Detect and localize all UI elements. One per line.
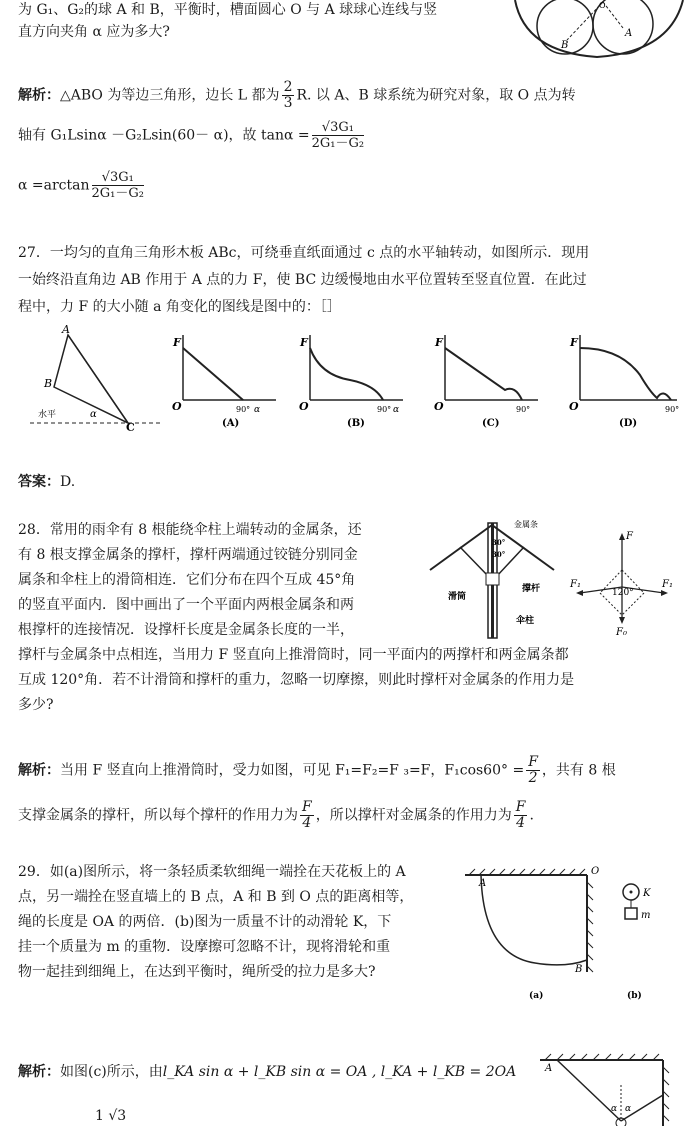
fig29c-label-A: A <box>545 1063 553 1074</box>
q29-figure-c <box>535 1045 685 1126</box>
fig28-angle2: 30° <box>492 550 506 559</box>
option-B-label: (B) <box>347 418 365 429</box>
q29-figure-b <box>615 880 675 1005</box>
fig27-label-C: C <box>126 421 135 434</box>
sol26-text2a: 轴有 G₁Lsinα －G₂Lsin(60－ α)，故 tanα = <box>18 127 310 144</box>
fig28-tube: 滑筒 <box>448 592 467 602</box>
q27-line2: 一始终沿直角边 AB 作用于 A 点的力 F，使 BC 边缓慢地由水平位置转至竖直位置．在此过 <box>18 272 587 288</box>
sol26-label: 解析： <box>18 87 60 104</box>
sol26-text1b: R. 以 A、B 球系统为研究对象，取 O 点为转 <box>296 87 576 104</box>
q28-line6: 撑杆与金属条中点相连，当用力 F 竖直向上推滑筒时，同一平面内的两撑杆和两金属条都 <box>18 647 569 663</box>
q28-line4: 的竖直平面内．图中画出了一个平面内两根金属条和两 <box>18 597 354 613</box>
fig26-label-B: B <box>561 40 569 51</box>
graphA-O: O <box>172 400 182 413</box>
q27-line1: 27．一均匀的直角三角形木板 ABc，可绕垂直纸面通过 c 点的水平轴转动，如图所示．现用 <box>18 245 590 261</box>
q28-force-diagram <box>570 525 675 638</box>
sol26-line2 <box>18 120 366 151</box>
graphA-90: 90° <box>236 405 251 414</box>
fig28-pole: 伞柱 <box>516 616 535 626</box>
q27-graph-A <box>168 330 278 430</box>
sol29-line1 <box>18 1062 516 1082</box>
graphD-O: O <box>569 400 579 413</box>
q27-figure-board <box>30 323 160 434</box>
fig29-label-K: K <box>643 888 651 899</box>
fig26-label-O: O <box>599 1 606 10</box>
q28-line3: 属条和伞柱上的滑筒相连．它们分布在四个互成 45°角 <box>18 572 356 588</box>
sol26-tan-frac: $\frac{\text{√3G₁}}{\text{2G₁－G₂}}$ <box>311 120 365 151</box>
q28-line2: 有 8 根支撑金属条的撑杆，撑杆两端通过铰链分别同金 <box>18 547 358 563</box>
fig28-angle1: 30° <box>492 538 506 547</box>
sol26-line1 <box>18 80 576 111</box>
q29-line4: 挂一个质量为 m 的重物．设摩擦可忽略不计，现将滑轮和重 <box>18 939 391 955</box>
q29-line1: 29．如(a)图所示，将一条轻质柔软细绳一端拴在天花板上的 A <box>18 864 406 880</box>
graphB-O: O <box>299 400 309 413</box>
graphA-alpha: α <box>254 405 261 415</box>
q28-line1: 28．常用的雨伞有 8 根能绕伞柱上端转动的金属条，还 <box>18 522 362 538</box>
fig29-label-B: B <box>575 964 583 975</box>
q26-text-line1: 为 G₁、G₂的球 A 和 B，平衡时，槽面圆心 O 与 A 球球心连线与竖 <box>18 2 438 18</box>
sol28-line2 <box>18 800 534 831</box>
ans27-value: D. <box>60 474 76 490</box>
graphD-90: 90° <box>665 405 680 414</box>
fig28-force-F1-left: F₁ <box>570 579 581 590</box>
q28-line5: 根撑杆的连接情况．设撑杆长度是金属条长度的一半， <box>18 622 354 638</box>
sol26-text1a: △ABO 为等边三角形，边长 L 都为 <box>60 87 280 104</box>
fig28-force-F: F <box>626 531 633 542</box>
q26-text-line2: 直方向夹角 α 应为多大? <box>18 24 170 40</box>
graphB-90: 90° <box>377 405 392 414</box>
q26-figure <box>505 0 690 58</box>
fig29-label-O: O <box>591 866 600 877</box>
fig28-force-F0: F₀ <box>616 627 627 638</box>
graphB-alpha: α <box>393 405 400 415</box>
fig28-metal: 金属条 <box>514 520 538 529</box>
q29-line2: 点，另一端拴在竖直墙上的 B 点，A 和 B 到 O 点的距离相等， <box>18 889 414 905</box>
sol28-frac-F2: $\frac{F}{2}$ <box>528 754 538 786</box>
sol29-equation: l_KA sin α + l_KB sin α = OA , l_KA + l_KB = 2OA <box>162 1064 517 1080</box>
fig28-strut: 撑杆 <box>522 584 541 594</box>
option-A-label: (A) <box>222 418 240 429</box>
sol26-frac: $\frac{2}{3}$ <box>283 79 293 111</box>
fig27-label-B: B <box>44 377 53 390</box>
sol28-text2a: 支撑金属条的撑杆，所以每个撑杆的作用力为 <box>18 807 298 824</box>
sol26-text3a: α =arctan <box>18 177 90 194</box>
option-D-label: (D) <box>619 418 638 429</box>
sol28-frac-F4a: $\frac{F}{4}$ <box>302 799 312 831</box>
q27-graph-C <box>430 330 540 430</box>
graphC-90: 90° <box>516 405 531 414</box>
q28-umbrella-figure <box>430 515 560 640</box>
option-C-label: (C) <box>482 418 500 429</box>
q28-line8: 多少? <box>18 697 54 713</box>
fig29-label-b: (b) <box>627 991 642 1001</box>
graphB-F: F <box>300 336 308 349</box>
fig28-force-F1-right: F₁ <box>662 579 673 590</box>
q27-graph-B <box>295 330 405 430</box>
q29-line5: 物一起挂到细绳上，在达到平衡时，绳所受的拉力是多大? <box>18 964 376 980</box>
q29-figure-a <box>465 860 605 1005</box>
sol28-frac-F4b: $\frac{F}{4}$ <box>515 799 526 831</box>
sol28-text2c: . <box>529 807 534 824</box>
fig29-label-m: m <box>641 910 651 921</box>
sol29-text1: 如图(c)所示，由 <box>60 1064 163 1080</box>
graphC-O: O <box>434 400 444 413</box>
sol29-bottom-partial: 1 √3 <box>95 1108 127 1124</box>
fig27-label-horizontal: 水平 <box>38 410 57 420</box>
sol28-text2b: ，所以撑杆对金属条的作用力为 <box>315 807 512 824</box>
sol28-line1 <box>18 755 616 786</box>
sol28-text1b: ，共有 8 根 <box>541 762 616 779</box>
ans27-label: 答案： <box>18 474 60 490</box>
q28-line7: 互成 120°角．若不计滑筒和撑杆的重力，忽略一切摩擦，则此时撑杆对金属条的作用力是 <box>18 672 575 688</box>
graphA-F: F <box>173 336 181 349</box>
q27-line3: 程中，力 F 的大小随 a 角变化的图线是图中的：［］ <box>18 299 341 315</box>
sol26-result-frac: $\frac{\text{√3G₁}}{\text{2G₁－G₂}}$ <box>91 170 144 201</box>
fig29-label-a: (a) <box>529 991 544 1001</box>
graphD-F: F <box>570 336 578 349</box>
graphC-F: F <box>435 336 443 349</box>
q27-graph-D <box>565 330 685 430</box>
q29-line3: 绳的长度是 OA 的两倍．(b)图为一质量不计的动滑轮 K，下 <box>18 914 392 930</box>
fig29c-label-alpha1: α <box>611 1104 618 1114</box>
sol28-label: 解析： <box>18 762 60 779</box>
fig29-label-A: A <box>479 878 487 889</box>
fig27-label-A: A <box>62 323 70 336</box>
ans27-line <box>18 472 75 492</box>
sol26-line3 <box>18 170 146 201</box>
fig26-label-A: A <box>625 28 633 39</box>
sol29-label: 解析： <box>18 1064 60 1080</box>
fig28-angle-120: 120° <box>612 588 634 598</box>
sol28-text1a: 当用 F 竖直向上推滑筒时，受力如图，可见 F₁=F₂=F ₃=F，F₁cos60° = <box>60 762 525 779</box>
fig29c-label-alpha2: α <box>625 1104 632 1114</box>
fig27-label-alpha: α <box>90 409 97 420</box>
